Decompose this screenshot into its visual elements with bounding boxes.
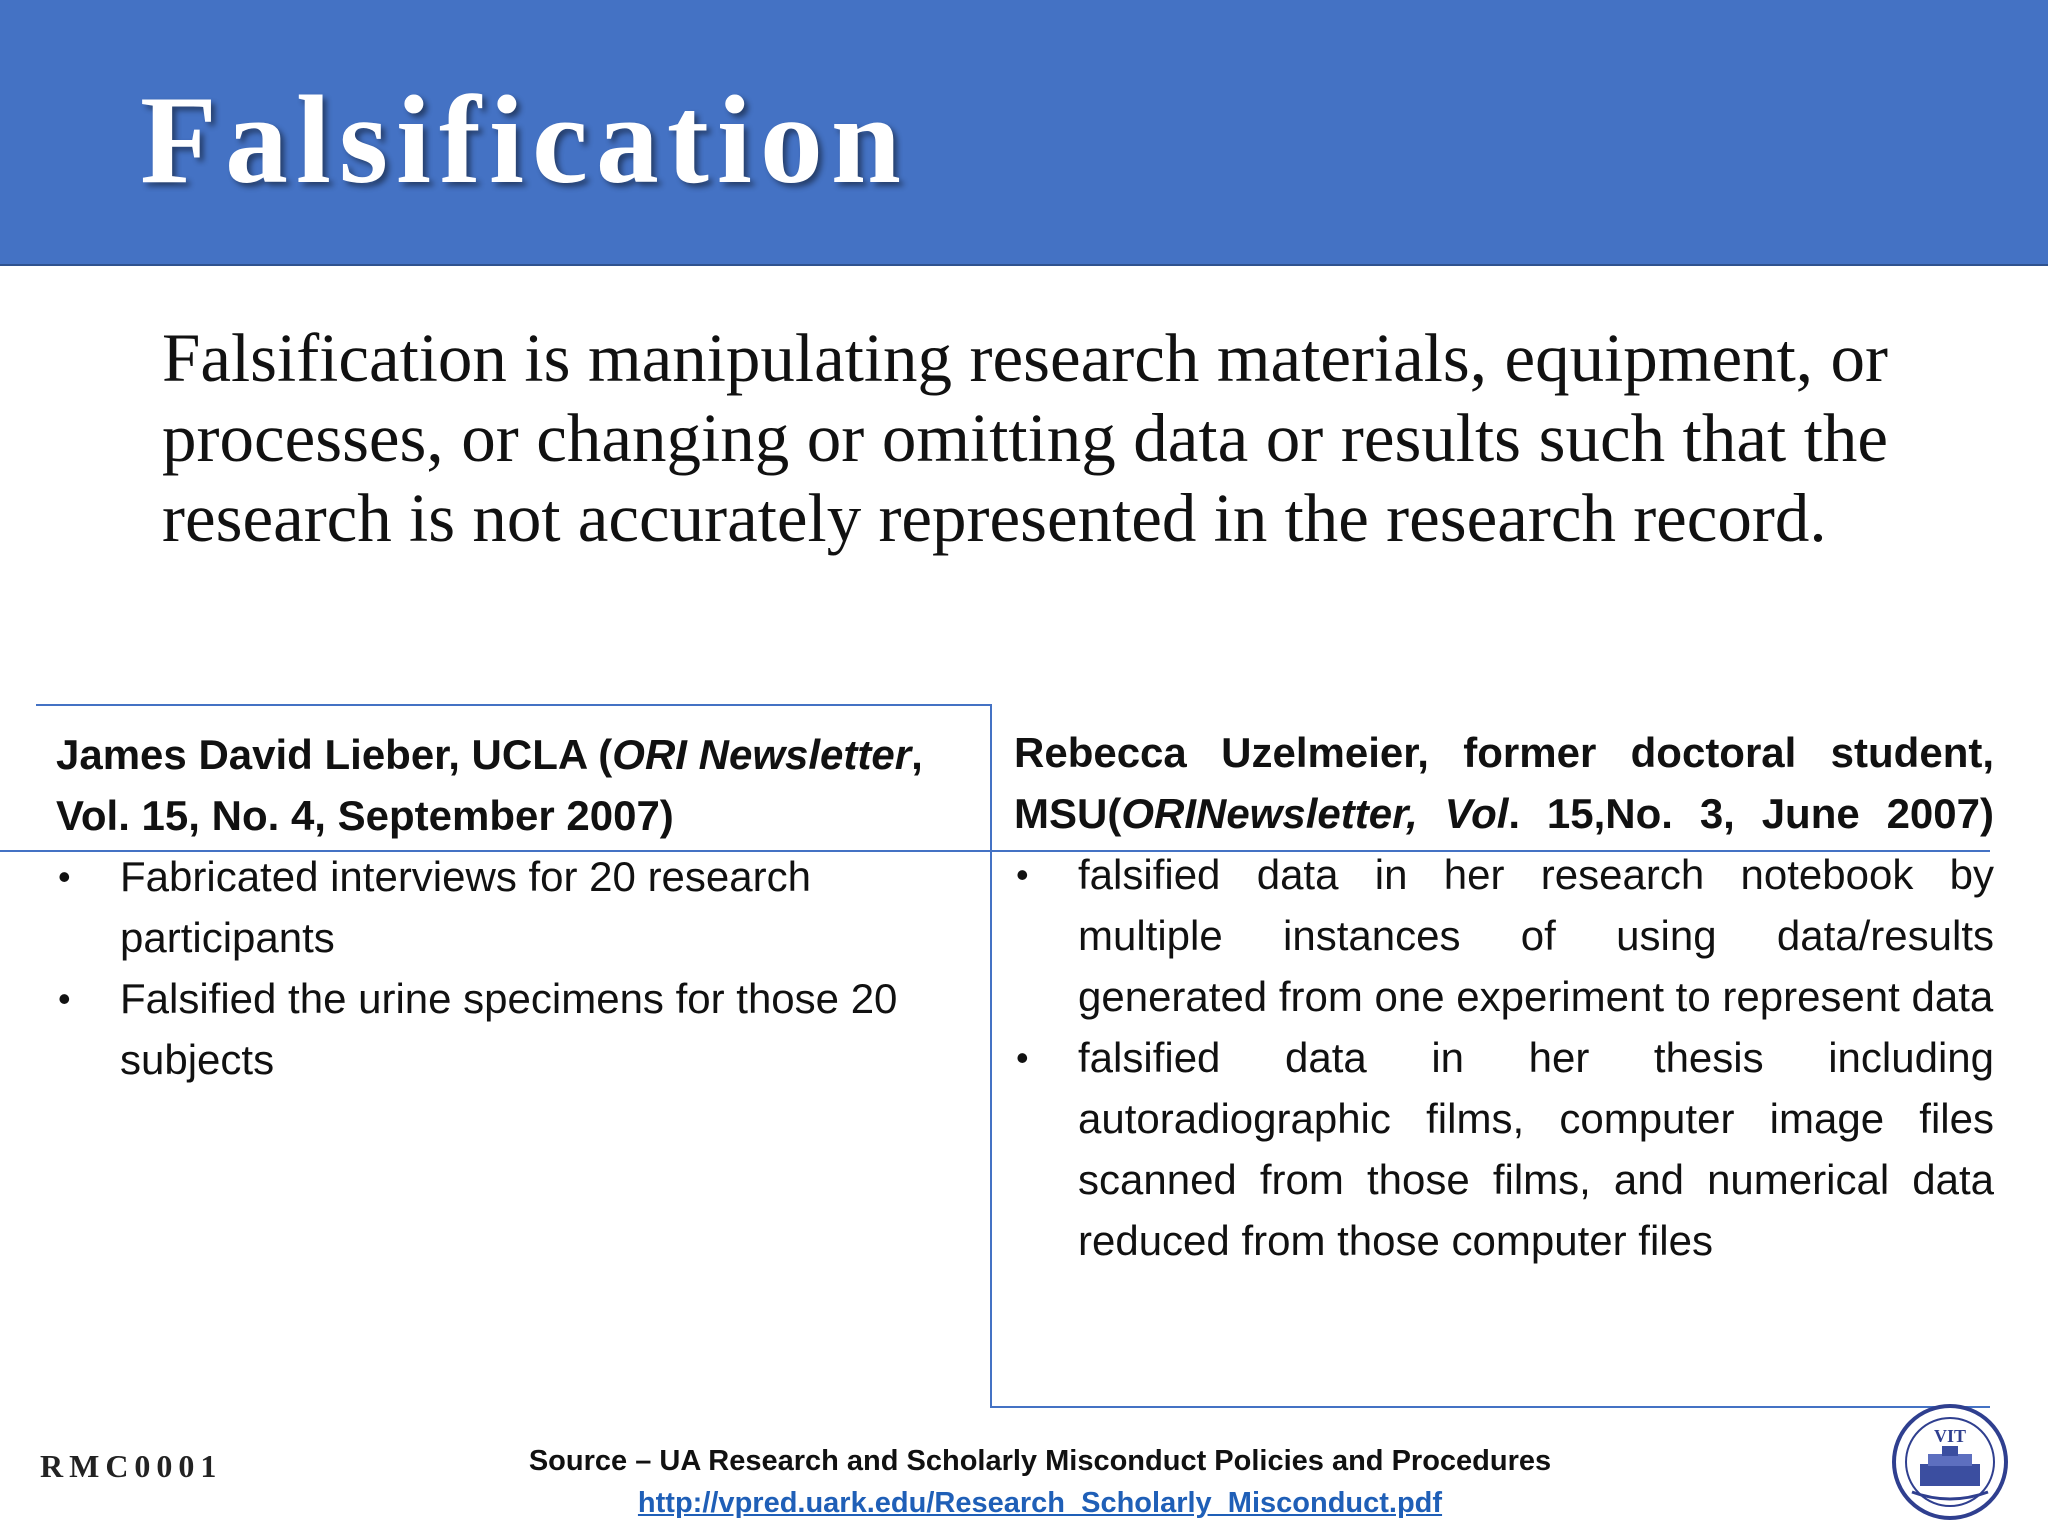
definition-text: Falsification is manipulating research materials, equipment, or processes, or changing or omitting data or results such that the research is not accurately represented in the research record. [162, 320, 1888, 556]
list-item [1014, 844, 1994, 1027]
vit-seal-logo [1890, 1402, 2010, 1522]
case-1-name: James David Lieber, UCLA ( [56, 731, 613, 778]
bullet-icon: • [58, 978, 71, 1019]
list-item [56, 968, 946, 1090]
case-1-journal: ORI Newsletter [612, 731, 912, 778]
logo-text: VIT [1933, 1426, 1967, 1446]
list-item [1014, 1027, 1994, 1271]
case-2-journal: ORINewsletter, Vol [1121, 790, 1509, 837]
case-2-heading [1014, 722, 1994, 844]
title-banner [0, 0, 2048, 266]
case-2-bullets [1014, 844, 1994, 1271]
source-text: Source – UA Research and Scholarly Misconduct Policies and Procedures [528, 1445, 1552, 1477]
case-2-name: Rebecca Uzelmeier, former doctoral student, MSU( [1014, 729, 1994, 837]
table-top-border-left [36, 704, 991, 706]
bullet-text: Falsified the urine specimens for those 20 subjects [120, 975, 898, 1083]
case-1-citation: , Vol. 15, No. 4, September 2007) [56, 731, 923, 839]
case-1-bullets [56, 846, 946, 1090]
bullet-icon: • [1016, 854, 1029, 895]
bullet-icon: • [1016, 1037, 1029, 1078]
case-1-heading [56, 724, 968, 846]
source-note [400, 1440, 1680, 1524]
case-2-citation: . 15,No. 3, June 2007) [1508, 790, 1994, 837]
bullet-text: Fabricated interviews for 20 research participants [120, 853, 811, 961]
bullet-icon: • [58, 856, 71, 897]
table-bottom-border-right [990, 1406, 1990, 1408]
source-link[interactable]: http://vpred.uark.edu/Research_Scholarly_Misconduct.pdf [637, 1487, 1443, 1519]
bullet-text: falsified data in her thesis including autoradiographic films, computer image files scanned from those films, and numerical data reduced from those computer files [1078, 1034, 1994, 1264]
slide-code: RMC0001 [40, 1448, 223, 1484]
slide-title: Falsification [140, 71, 909, 210]
bullet-text: falsified data in her research notebook by multiple instances of using data/results generated from one experiment to represent data [1078, 851, 1994, 1020]
table-column-divider [990, 704, 992, 1408]
list-item [56, 846, 946, 968]
